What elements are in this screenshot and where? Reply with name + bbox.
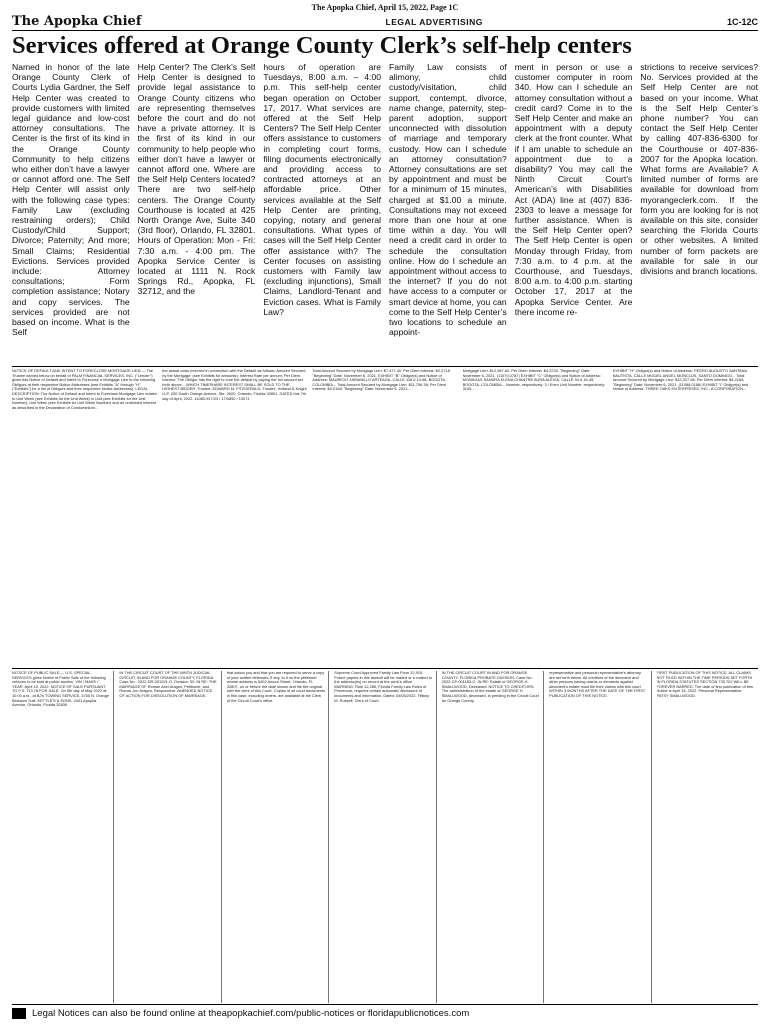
article-column: ment in person or use a customer computer in room 340. How can I schedule an attorney consultation without a credit card? Come in to the Self Help Center and make an appointment with a deputy clerk at the front counter. What if I am unable to schedule an appointment due to a disability? You may call the Ninth Circuit Court’s American’s with Disabilities Act (ADA) line at (407) 836-2303 to leave a message for further assistance. When is the Self Help Center open? The Self Help Center is open Monday through Friday, from 7:30 a.m. to 4 p.m. at the Courthouse, and Tuesdays, 8:00 a.m. to 4:00 p.m. starting October 17, 2017 at the Apopka Service Center. Are there income re-	[514, 62, 633, 317]
legal-column: EXHIBIT "H" Obligor(s) and Notice of Address: PEDRO AUGUSTO SANTANA BAUTISTA, CALLE MIGUEL ANGEL MONCLUS, SANTO DOMINGO... Total Amount Secured by Mortgage Lien: $12,327.08; Per Diem Interest: $4.2183; "Beginning" Date: November 6, 2021. (11088.0188) EXHIBIT "I" Obligor(s) and Notice of Address: THREE OAKS ENTERPRISES, INC., A CORPORATION...	[612, 369, 749, 392]
footer-text: Legal Notices can also be found online at theapopkachief.com/public-notices or floridapublicnotices.com	[32, 1007, 470, 1019]
computer-icon	[12, 1008, 26, 1019]
legal-column: Supreme Court Approved Family Law Form 12.915. Future papers in this lawsuit will be mailed or e-mailed to the address(es) on record at the clerk’s office. WARNING: Rule 12.285, Florida Family Law Rules of Procedure, requires certain automatic disclosure of documents and information. Dated: 04/05/2022. Tiffany M. Russell, Clerk of Court.	[334, 671, 436, 1003]
section-title: LEGAL ADVERTISING	[385, 16, 483, 27]
legal-column: the actual costs incurred in connection with the Default as follows: Amount Secured by the Mortgage: (see Exhibits for amounts); Interest Rate per annum; Per Diem Interest. The Obligor has the right to cure the default by paying the full amount set forth above... WHICH TIMESHARE INTEREST SHALL BE SOLD TO THE HIGHEST BIDDER. Trustee: EDWARD M. FITZGERALD, Trustee, Holland & Knight LLP, 200 South Orange Avenue, Ste. 2600, Orlando, Florida 32801. DATED this 7th day of April, 2022. 11080-917/23 / 17/0892 / 13071	[162, 369, 307, 401]
article-column: strictions to receive services? No. Services provided at the Self Help Center are not based on your income. What is the Self Help Center’s phone number? You can contact the Self Help Center by calling 407-836-6300 for the Courthouse or 407-836-2007 for the Apopka location. What forms are Available? A limited number of forms are available for download from myorangeclerk.com. If the form you are looking for is not available on this site, consider searching the Florida Courts or other websites. A limited number of form packets are available for sale in our divisions and branch locations.	[640, 62, 759, 277]
article-column: Help Center? The Clerk’s Self Help Center is designed to provide legal assistance to Orange County citizens who are representing themselves before the court and do not have a private attorney. It is the first of its kind in our community to help people who either don’t have a lawyer or cannot afford one. Where are the Self Help Centers located? There are two self-help centers. The Orange County Courthouse is located at 425 North Orange Ave, Suite 340 (3rd floor), Orlando, FL 32801. Hours of Operation: Mon - Fri: 7:30 a.m. - 4:00 pm. The Apopka Service Center is located at 1111 N. Rock Springs Rd., Apopka, FL 32712, and the	[137, 62, 256, 297]
newspaper-logo: The Apopka Chief	[12, 14, 142, 29]
page-range: 1C-12C	[726, 16, 758, 27]
legal-column: IN THE CIRCUIT COURT OF THE NINTH JUDICIAL CIRCUIT, IN AND FOR ORANGE COUNTY, FLORIDA. Case No.: 2022-DR-001291-O. Division: 30. IN RE: THE MARRIAGE OF Roman Axel Aragon, Petitioner, and Romar Jon Aragon, Respondent. AMENDED NOTICE OF ACTION FOR DISSOLUTION OF MARRIAGE.	[119, 671, 221, 1003]
legal-column: Total Amount Secured by Mortgage Lien: $7,477.40. Per Diem Interest: $2.2718 "Beginning" Date: November 6, 2021. EXHIBIT "B" Obligor(s) and Notice of Address: MAURICIO JARAMILLO ARTEAGA, CALLE 118 # 14-58, BOGOTA, COLOMBIA... Total Amount Secured by Mortgage Lien: $11,756.38; Per Diem Interest: $4.0108; "Beginning" Date: November 6, 2021...	[312, 369, 450, 392]
legal-column: that action you and that you are required to serve a copy of your written defenses, if any, to it on the petitioner whose address is 5402 Amour Street, Orlando, FL 32807, on or before the date shown and file the original with the clerk of this Court. Copies of all court documents in this case, including orders, are available at the Clerk of the Circuit Court’s office.	[227, 671, 329, 1003]
running-header: The Apopka Chief, April 15, 2022, Page 1C	[311, 3, 459, 12]
article-column: Named in honor of the late Orange County Clerk of Courts Lydia Gardner, the Self Help Center was created to provide customers with limited legal guidance and low-cost attorney consultations. The Center is the first of its kind in the Orange County Community to help citizens who either don’t have a lawyer or cannot afford one. The Self Help Center will assist only with the following case types: Family Law (excluding restraining orders); Child Custody/Child Support; Divorce; Paternity; And more; Small Claims; Residential Evictions. Services provided include: Attorney consultations; Form completion assistance; Notary and copy services. The services provided are not based on income. What is the Self	[12, 62, 130, 338]
article-headline: Services offered at Orange County Clerk’s self-help centers	[12, 32, 632, 59]
legal-column: IN THE CIRCUIT COURT IN AND FOR ORANGE COUNTY, FLORIDA PROBATE DIVISION. Case No.: 2022-CP-001183-O. IN RE: Estate of GEORGE H. SMALLWOOD, Deceased. NOTICE TO CREDITORS. The administration of the estate of GEORGE H. SMALLWOOD, deceased, is pending in the Circuit Court for Orange County.	[442, 671, 544, 1003]
legal-column: NOTICE OF DEFAULT AND INTENT TO FORECLOSE MORTGAGE LIEN — The Trustee named below on behalf of PALM FINANCIAL SERVICES, INC. ("Lender") gives this Notice of Default and Intent to Foreclose a Mortgage Lien to the following Obligors at their respective Notice Addresses (see Exhibits "A" through "H" ("Exhibits") for a list of Obligors and their respective Notice Addresses). LEGAL DESCRIPTION: The Notice of Default and Intent to Foreclose Mortgage Lien relates to Unit Week (see Exhibits for the Unit Week) in Unit (see Exhibits for the Unit Number), Unit Week (see Exhibits for Unit Week Number) and an undivided interest as described in the Declaration of Condominium...	[12, 369, 157, 410]
page-footer	[12, 1004, 758, 1021]
legal-notices-bottom	[12, 668, 758, 1003]
legal-column: NOTICE OF PUBLIC SALE — U.S. SPECIAL SERVICES gives Notice of Public Sale of the following vehicles to be sold at public auction. VIN / MAKE / YEAR. April 15, 2022. NOTICE OF SALE PURSUANT TO F.S. 713.78 FOR SALE. On 5th day of May 2022 at 10:00 a.m., at BJ’s TOWING SERVICE, 4755 N. Orange Blossom Trail. KETTLE’S & SONS, 2401 Apopka Avenue, Orlando, Florida 32839.	[12, 671, 114, 1003]
legal-column: representative and personal representative’s attorney are set forth below. All creditors of the decedent and other persons having claims or demands against decedent’s estate must file their claims with this court WITHIN 3 MONTHS AFTER THE DATE OF THE FIRST PUBLICATION OF THIS NOTICE.	[549, 671, 651, 1003]
masthead	[12, 13, 758, 31]
legal-notices-top	[12, 366, 758, 667]
legal-column: Mortgage Lien: $12,987.60. Per Diem Interest: $4.2233. "Beginning" Date: November 6, 2021. (11070.0787) EXHIBIT "C" Obligor(s) and Notice of Address: MONAGAS SANDRA ELENA CHANTRE AURA ALEXIA, CALLE 94 # 16-45, BOGOTA, COLOMBIA... Number, respectively: 3 / Even Unit Number, respectively: 3105...	[462, 369, 606, 392]
article-column: hours of operation are Tuesdays, 8:00 a.m. – 4:00 p.m. This self-help center began operation on October 17, 2017. What services are offered at the Self Help Centers? The Self Help Center offers assistance to customers in completing court forms, filing documents electronically and providing access to contracted attorneys at an affordable price. Other services available at the Self Help Center are printing, copying, notary and general consultations. What types of cases will the Self Help Center offer assistance with? The Center focuses on assisting customers with Family law (excluding injunctions), Small Claims, Landlord-Tenant and Eviction cases. What is Family Law?	[263, 62, 382, 317]
article-column: Family Law consists of alimony, child custody/visitation, child support, contempt, divorce, name change, paternity, step-parent adoption, support unconnected with dissolution of marriage and temporary custody. How can I schedule an attorney consultation? Attorney consultations are set by appointment and must be for a minimum of 15 minutes, charged at $1.00 a minute. Consultations may not exceed more than one hour at one time within a day. You will need a credit card in order to schedule the consultation online. How do I schedule an appointment without access to the internet? If you do not have access to a computer or smart device at home, you can come to the Self Help Center’s two locations to schedule an appoint-	[389, 62, 507, 338]
legal-column: FIRST PUBLICATION OF THIS NOTICE. ALL CLAIMS NOT FILED WITHIN THE TIME PERIODS SET FORTH IN FLORIDA STATUTES SECTION 733.702 WILL BE FOREVER BARRED. The date of first publication of this Notice is April 15, 2022. Personal Representative: PATSY SMALLWOOD.	[656, 671, 753, 698]
article-body	[12, 62, 758, 360]
